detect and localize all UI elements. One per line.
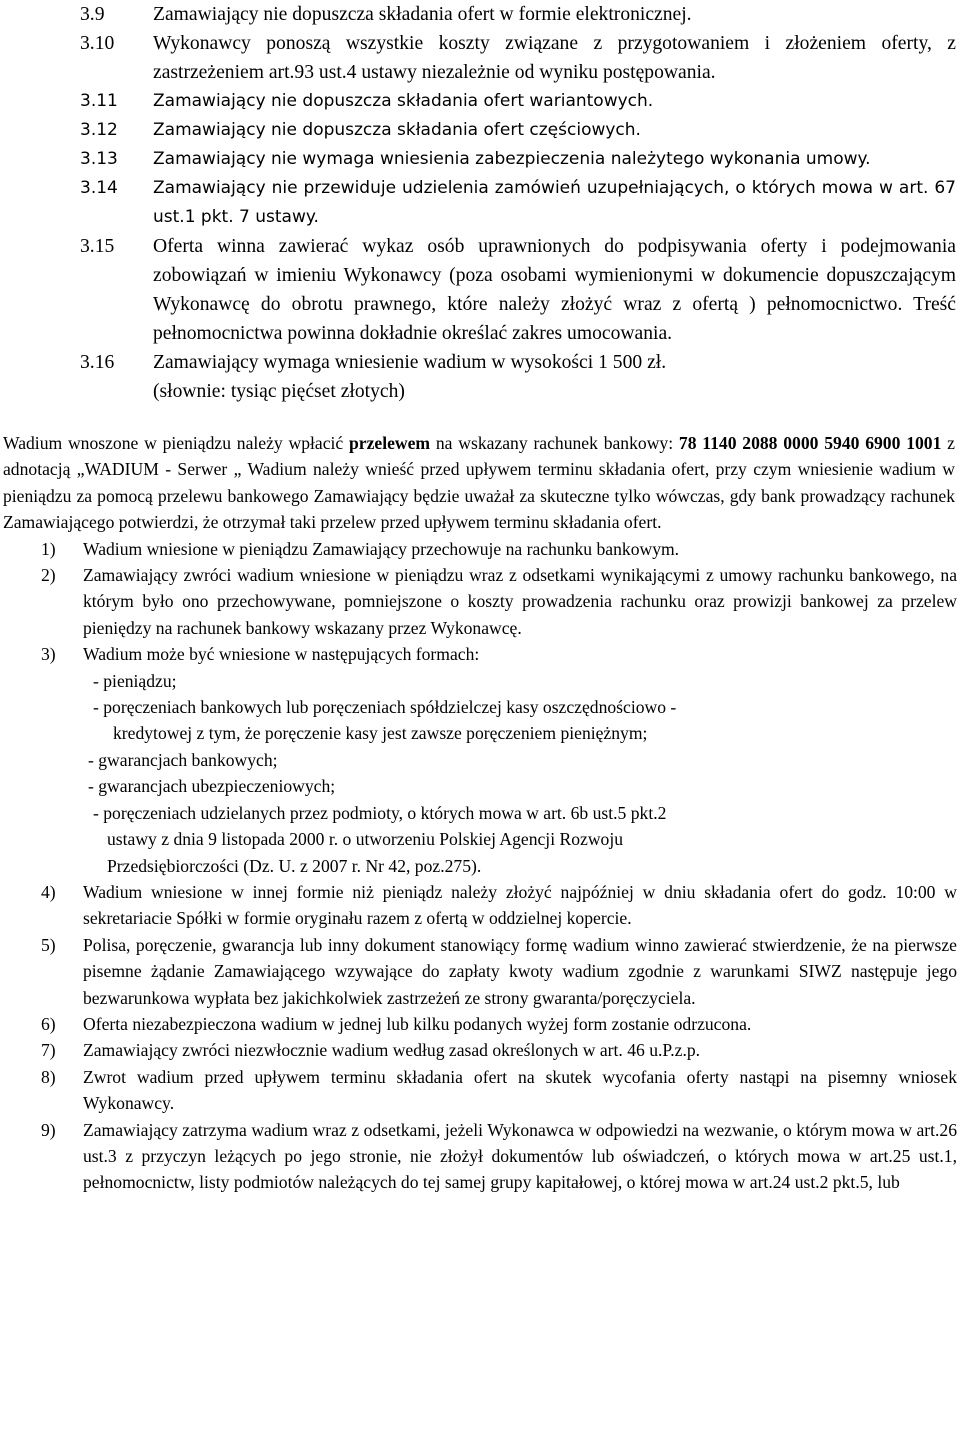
section-text: Zamawiający nie przewiduje udzielenia zamówień uzupełniających, o których mowa w art. 67 ust.1 pkt. 7 ustawy. (153, 178, 956, 227)
list-item-number: 5) (41, 934, 56, 955)
list-item-text: Zamawiający zatrzyma wadium wraz z odsetkami, jeżeli Wykonawca w odpowiedzi na wezwanie, o którym mowa w art.26 ust.3 z przyczyn leżących po jego stronie, nie złożył dokumentów lub oświadczeń, o których mowa w art.25 ust.1, pełnomocnictw, listy podmiotów należących do tej samej grupy kapitałowej, o której mowa w art.24 ust.2 pkt.5, lub (83, 1119, 957, 1193)
list-item-number: 1) (41, 538, 56, 559)
wadium-paragraph (3, 430, 955, 536)
section-3-14 (80, 174, 956, 232)
list-item (41, 879, 957, 932)
wadium-text-c: na wskazany rachunek bankowy: (430, 433, 679, 453)
section-3-15 (80, 232, 956, 348)
list-item (41, 1064, 957, 1117)
wadium-text-e: z adnotacją „WADIUM - Serwer „ Wadium należy wnieść przed upływem terminu składania ofert, przy czym wniesienie wadium w pieniądzu za pomocą przelewu bankowego Zamawiający będzie uważał za skuteczne tylko wówczas, gdy bank prowadzący rachunek Zamawiającego potwierdzi, że otrzymał taki przelew przed upływem terminu składania ofert. (3, 433, 955, 533)
list-item (41, 641, 957, 879)
list-item (41, 562, 957, 641)
form-line: - gwarancjach ubezpieczeniowych; (88, 776, 336, 797)
list-item-text: Wadium wniesione w pieniądzu Zamawiający przechowuje na rachunku bankowym. (83, 538, 680, 559)
form-line: ustawy z dnia 9 listopada 2000 r. o utworzeniu Polskiej Agencji Rozwoju (107, 829, 624, 850)
section-text: Zamawiający nie dopuszcza składania ofert w formie elektronicznej. (153, 4, 692, 25)
list-item-number: 7) (41, 1040, 56, 1061)
list-item-text: Wadium wniesione w innej formie niż pieniądz należy złożyć najpóźniej w dniu składania ofert do godz. 10:00 w sekretariacie Spółki w formie oryginału razem z ofertą w oddzielnej kopercie. (83, 881, 957, 929)
section-number: 3.16 (80, 352, 115, 373)
section-text: Oferta winna zawierać wykaz osób uprawnionych do podpisywania oferty i podejmowania zobowiązań w imieniu Wykonawcy (poza osobami wymienionymi w dokumencie dopuszczającym Wykonawcę do obrotu prawnego, które należy złożyć wraz z ofertą ) pełnomocnictwo. Treść pełnomocnictwa powinna dokładnie określać zakres umocowania. (153, 236, 956, 344)
form-line: - poręczeniach udzielanych przez podmioty, o których mowa w art. 6b ust.5 pkt.2 (93, 802, 667, 823)
list-item (41, 536, 957, 562)
section-3-16-text: Zamawiający wymaga wniesienie wadium w wysokości 1 500 zł. (153, 352, 667, 373)
list-item-text: Oferta niezabezpieczona wadium w jednej lub kilku podanych wyżej form zostanie odrzucona. (83, 1013, 752, 1034)
list-item-text: Polisa, poręczenie, gwarancja lub inny dokument stanowiący formę wadium winno zawierać stwierdzenie, że na pierwsze pisemne żądanie Zamawiającego wzywające do zapłaty kwoty wadium zgodnie z warunkami SIWZ następuje jego bezwarunkowa wypłata bez jakichkolwiek zastrzeżeń ze strony gwaranta/poręczyciela. (83, 934, 957, 1008)
list-item (41, 1117, 957, 1196)
section-3-10 (80, 29, 956, 87)
section-number: 3.9 (80, 4, 105, 25)
list-item-number: 3) (41, 644, 56, 665)
list-item-text: Zwrot wadium przed upływem terminu składania ofert na skutek wycofania oferty nastąpi na pisemny wniosek Wykonawcy. (83, 1066, 957, 1114)
section-3-16 (80, 348, 956, 406)
list-item-text: Zamawiający zwróci niezwłocznie wadium według zasad określonych w art. 46 u.P.z.p. (83, 1040, 701, 1061)
list-item-lead: Wadium może być wniesione w następujących formach: (83, 644, 480, 665)
list-item-number: 6) (41, 1013, 56, 1034)
list-item-number: 8) (41, 1066, 56, 1087)
list-item-text (83, 641, 957, 879)
section-text: Zamawiający nie dopuszcza składania ofert częściowych. (153, 120, 641, 140)
amount-in-words: (słownie: tysiąc pięćset złotych) (153, 381, 405, 402)
section-number: 3.14 (80, 178, 118, 198)
section-text: Zamawiający nie dopuszcza składania ofert wariantowych. (153, 91, 654, 111)
section-3-9 (80, 0, 956, 29)
list-item-text: Zamawiający zwróci wadium wniesione w pieniądzu wraz z odsetkami wynikającymi z umowy rachunku bankowego, na którym było ono przechowywane, pomniejszone o koszty prowadzenia rachunku oraz prowizji bankowej za przelew pieniędzy na rachunek bankowy wskazany przez Wykonawcę. (83, 565, 957, 638)
wadium-block (3, 430, 955, 1196)
section-3-11 (80, 87, 956, 116)
form-line: - gwarancjach bankowych; (88, 749, 278, 770)
section-number: 3.13 (80, 149, 118, 169)
section-number: 3.11 (80, 91, 118, 111)
wadium-list (3, 536, 955, 1196)
bank-account-number: 78 1140 2088 0000 5940 6900 1001 (678, 433, 942, 453)
section-text: Zamawiający nie wymaga wniesienia zabezpieczenia należytego wykonania umowy. (153, 149, 871, 169)
section-number: 3.15 (80, 236, 115, 257)
wadium-text-a: Wadium wnoszone w pieniądzu należy wpłacić (3, 433, 349, 453)
sections-block (0, 0, 960, 406)
section-number: 3.10 (80, 33, 115, 54)
section-3-12 (80, 116, 956, 145)
list-item (41, 1037, 957, 1063)
section-text (153, 348, 956, 406)
form-line: - poręczeniach bankowych lub poręczeniach spółdzielczej kasy oszczędnościowo - (93, 697, 677, 718)
wadium-text-transfer: przelewem (349, 433, 431, 453)
list-item-number: 2) (41, 565, 56, 586)
form-line: Przedsiębiorczości (Dz. U. z 2007 r. Nr 42, poz.275). (107, 855, 482, 876)
section-number: 3.12 (80, 120, 118, 140)
list-item (41, 1011, 957, 1037)
list-item (41, 932, 957, 1011)
section-text: Wykonawcy ponoszą wszystkie koszty związane z przygotowaniem i złożeniem oferty, z zastrzeżeniem art.93 ust.4 ustawy niezależnie od wyniku postępowania. (153, 33, 956, 83)
forms-sublist (83, 668, 957, 879)
form-line: - pieniądzu; (93, 670, 177, 691)
list-item-number: 4) (41, 881, 56, 902)
section-3-13 (80, 145, 956, 174)
form-line: kredytowej z tym, że poręczenie kasy jest zawsze poręczeniem pieniężnym; (113, 723, 648, 744)
list-item-number: 9) (41, 1119, 56, 1140)
